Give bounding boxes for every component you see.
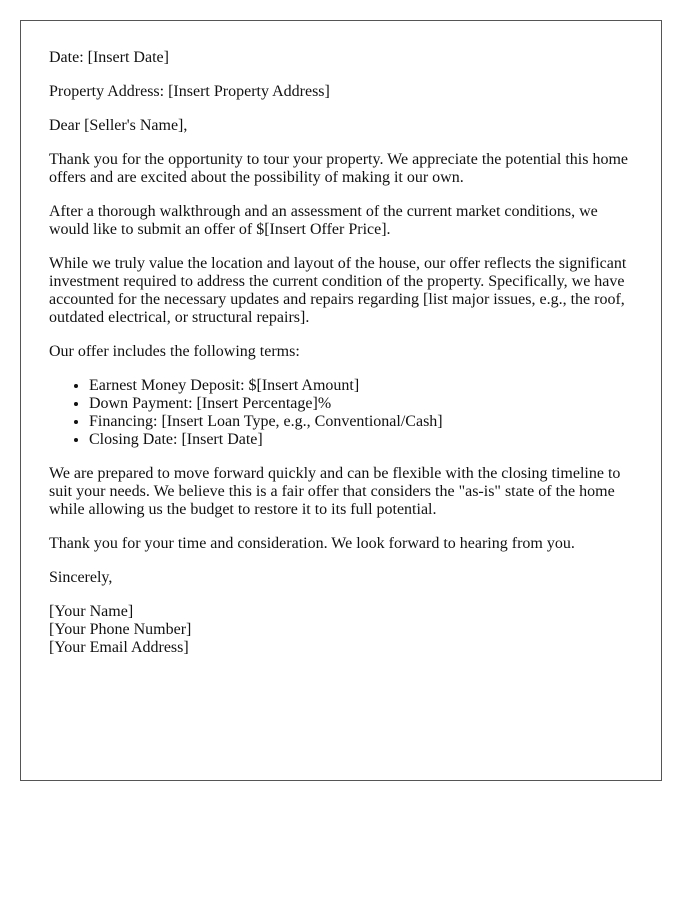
letter [20,20,662,781]
term-closing-date: • Closing Date: [Insert Date] [89,431,632,449]
intro-paragraph: Thank you for the opportunity to tour your property. We appreciate the potential this home offers and are excited about the possibility of making it our own. [49,151,629,186]
property-address-line: Property Address: [Insert Property Address] [49,83,330,100]
date-line: Date: [Insert Date] [49,49,169,66]
signature-name: [Your Name] [49,603,134,620]
repairs-paragraph: While we truly value the location and layout of the house, our offer reflects the significant investment required to address the current condition of the property. Specifically, we have accounted for the necessary updates and repairs regarding [list major issues, e.g., the roof, outdated electrical, or structural repairs]. [49,255,627,326]
signature-block [49,603,632,657]
term-down-payment: • Down Payment: [Insert Percentage]% [89,395,632,413]
terms-list [49,377,632,449]
flexibility-paragraph: We are prepared to move forward quickly and can be flexible with the closing timeline to suit your needs. We believe this is a fair offer that considers the "as-is" state of the home while allowing us the budget to restore it to its full potential. [49,465,621,518]
term-financing: • Financing: [Insert Loan Type, e.g., Conventional/Cash] [89,413,632,431]
thanks-paragraph: Thank you for your time and consideration. We look forward to hearing from you. [49,535,575,552]
signature-phone: [Your Phone Number] [49,621,192,638]
signature-email: [Your Email Address] [49,639,189,656]
term-earnest-money: • Earnest Money Deposit: $[Insert Amount] [89,377,632,395]
signoff: Sincerely, [49,569,113,586]
offer-paragraph: After a thorough walkthrough and an assessment of the current market conditions, we would like to submit an offer of $[Insert Offer Price]. [49,203,598,238]
terms-intro: Our offer includes the following terms: [49,343,300,360]
salutation: Dear [Seller's Name], [49,117,188,134]
